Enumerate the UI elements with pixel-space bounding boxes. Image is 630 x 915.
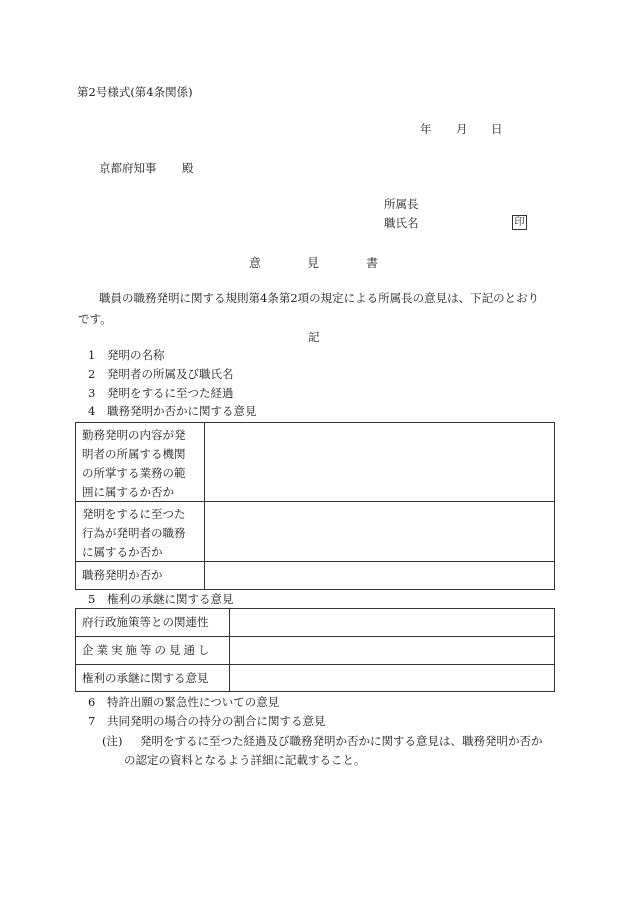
intro-line-1: 職員の職務発明に関する規則第4条第2項の規定による所属長の意見は、下記のとおり [99,291,540,305]
succession-table-row-line-2 [75,664,555,665]
item-7-number: 7 [88,714,96,728]
note-mark: (注) [102,734,123,748]
item-4-text: 職務発明か否かに関する意見 [107,404,257,418]
table2-row1-label: 府行政施策等との関連性 [82,615,209,629]
ki-label: 記 [308,330,320,344]
intro-line-2: です。 [78,312,112,326]
form-label: 第2号様式(第4条関係) [77,85,193,99]
table2-row3-label: 権利の承継に関する意見 [82,671,209,685]
item-4-number: 4 [88,404,96,418]
title-char-2: 見 [307,256,320,270]
seal-mark: 印 [512,215,527,230]
item-5-number: 5 [88,592,96,606]
item-1-number: 1 [88,348,96,362]
item-2-text: 発明者の所属及び職氏名 [107,367,234,381]
succession-table-divider [229,608,230,692]
item-3-number: 3 [88,386,96,400]
addressee-name: 京都府知事 [99,161,157,175]
table1-row3-label: 職務発明か否か [82,568,163,582]
item-5-text: 権利の承継に関する意見 [107,592,234,606]
item-7-text: 共同発明の場合の持分の割合に関する意見 [107,714,326,728]
table1-row1-label: 勤務発明の内容が発 明者の所属する機関 の所掌する業務の範 囲に属するか否か [82,428,186,499]
name-label: 職氏名 [384,216,419,230]
dept-head-label: 所属長 [384,197,419,211]
item-6-text: 特許出願の緊急性についての意見 [107,695,280,709]
table1-row2-label: 発明をするに至つた 行為が発明者の職務 に属するか否か [82,507,186,559]
table2-row2-label: 企業実施等の見通し [82,643,213,657]
opinion-table-divider [204,422,205,590]
date-day-label: 日 [491,122,503,136]
item-6-number: 6 [88,695,96,709]
title-char-1: 意 [249,256,262,270]
addressee-honorific: 殿 [182,161,194,175]
item-3-text: 発明をするに至つた経過 [107,386,234,400]
note-line-2: の認定の資料となるよう詳細に記載すること。 [124,753,366,767]
item-2-number: 2 [88,367,96,381]
item-1-text: 発明の名称 [107,348,165,362]
date-year-label: 年 [420,122,432,136]
date-month-label: 月 [456,122,468,136]
title-char-3: 書 [366,256,379,270]
succession-table-row-line-1 [75,636,555,637]
note-line-1: 発明をするに至つた経過及び職務発明か否かに関する意見は、職務発明か否か [140,734,543,748]
